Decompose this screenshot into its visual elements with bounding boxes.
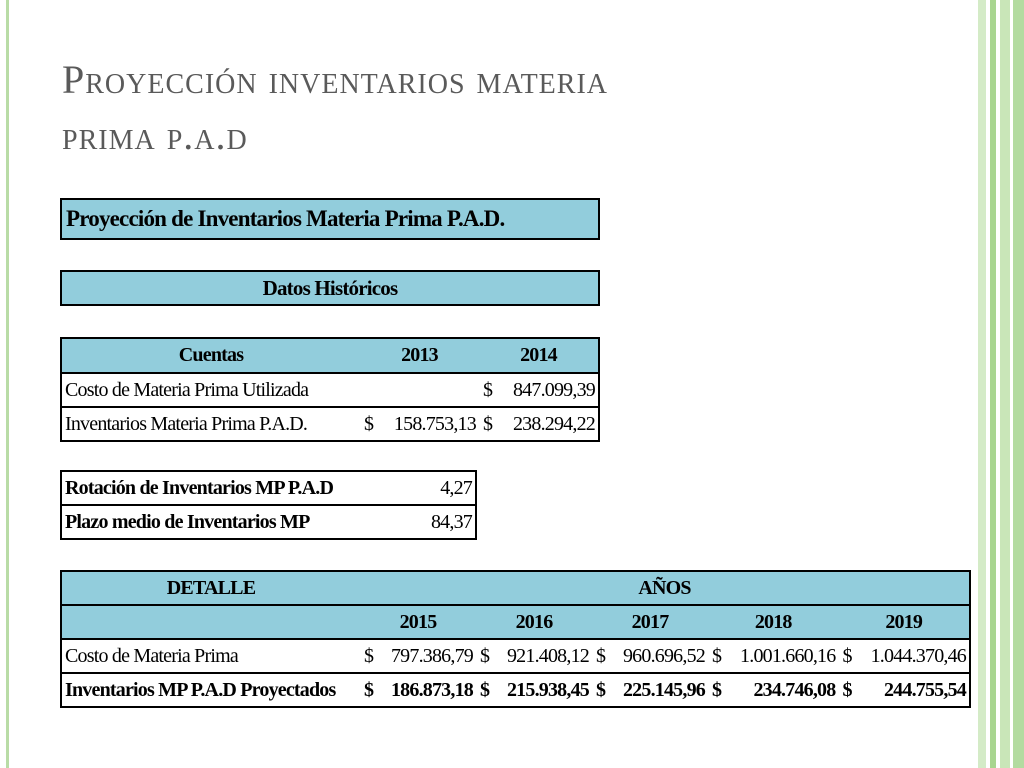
value-cell: 225.145,96: [622, 678, 705, 701]
value-cell: 186.873,18: [390, 678, 473, 701]
anos-header: AÑOS: [638, 576, 691, 599]
table-title-box: [60, 198, 600, 240]
right-frame-stripe: [1013, 0, 1024, 768]
year-header: 2017: [631, 610, 669, 633]
right-frame-stripe: [1000, 0, 1010, 768]
table-row: [61, 373, 599, 407]
historicos-table: [60, 337, 600, 442]
proyeccion-table: [60, 570, 971, 708]
table-title: Proyección de Inventarios Materia Prima P.A.D.: [61, 199, 599, 239]
currency-symbol: [360, 373, 381, 407]
year-header: 2016: [515, 610, 553, 633]
table-row: [61, 639, 970, 673]
proyeccion-header-row: [61, 571, 970, 605]
historicos-header-row: [61, 338, 599, 373]
detalle-header: DETALLE: [166, 576, 256, 599]
row-label: Costo de Materia Prima: [65, 644, 238, 667]
indicator-value: 4,27: [440, 476, 472, 499]
value-cell: 960.696,52: [622, 644, 705, 667]
currency-symbol: $: [596, 678, 606, 701]
value-cell: 158.753,13: [393, 412, 476, 435]
value-cell: 847.099,39: [512, 378, 595, 401]
currency-symbol: $: [842, 678, 852, 701]
slide-title-line-2: prima p.a.d: [62, 113, 248, 158]
left-frame-stripe: [6, 0, 9, 768]
row-label: Costo de Materia Prima Utilizada: [65, 378, 309, 401]
currency-symbol: $: [842, 644, 852, 667]
indicator-value: 84,37: [430, 510, 472, 533]
value-cell: 921.408,12: [506, 644, 589, 667]
table-row: [61, 505, 476, 539]
historicos-header: Datos Históricos: [61, 271, 599, 305]
value-cell: 1.044.370,46: [870, 644, 966, 667]
table-row-total: [61, 673, 970, 707]
indicator-label: Plazo medio de Inventarios MP: [65, 510, 310, 533]
column-header-2014: 2014: [520, 344, 557, 366]
value-cell: 234.746,08: [753, 678, 836, 701]
row-label: Inventarios MP P.A.D Proyectados: [65, 678, 336, 701]
value-cell: 215.938,45: [506, 678, 589, 701]
right-frame-stripe: [978, 0, 986, 768]
table-row: [61, 471, 476, 505]
value-cell: [381, 373, 479, 407]
year-header: 2015: [399, 610, 437, 633]
historicos-header-box: [60, 270, 600, 306]
currency-symbol: $: [596, 644, 606, 667]
year-header: 2018: [754, 610, 792, 633]
value-cell: 1.001.660,16: [740, 644, 836, 667]
value-cell: 244.755,54: [883, 678, 966, 701]
currency-symbol: $: [480, 678, 490, 701]
indicadores-table: [60, 470, 477, 540]
currency-symbol: $: [364, 412, 374, 435]
column-header-2013: 2013: [401, 344, 438, 366]
value-cell: 797.386,79: [390, 644, 473, 667]
column-header-cuentas: Cuentas: [178, 344, 244, 366]
indicator-label: Rotación de Inventarios MP P.A.D: [65, 476, 334, 499]
table-row: [61, 407, 599, 441]
years-row: [61, 605, 970, 639]
currency-symbol: $: [364, 644, 374, 667]
currency-symbol: $: [482, 412, 493, 435]
slide-title-line-1: Proyección inventarios materia: [62, 57, 608, 102]
currency-symbol: $: [482, 378, 493, 401]
slide-title: [62, 52, 942, 164]
year-header: 2019: [885, 610, 923, 633]
value-cell: 238.294,22: [512, 412, 595, 435]
years-row-spacer: [61, 605, 360, 639]
right-frame-stripe: [990, 0, 996, 768]
currency-symbol: $: [480, 644, 490, 667]
currency-symbol: $: [712, 644, 722, 667]
currency-symbol: $: [364, 678, 374, 701]
row-label: Inventarios Materia Prima P.A.D.: [65, 412, 308, 435]
currency-symbol: $: [712, 678, 722, 701]
